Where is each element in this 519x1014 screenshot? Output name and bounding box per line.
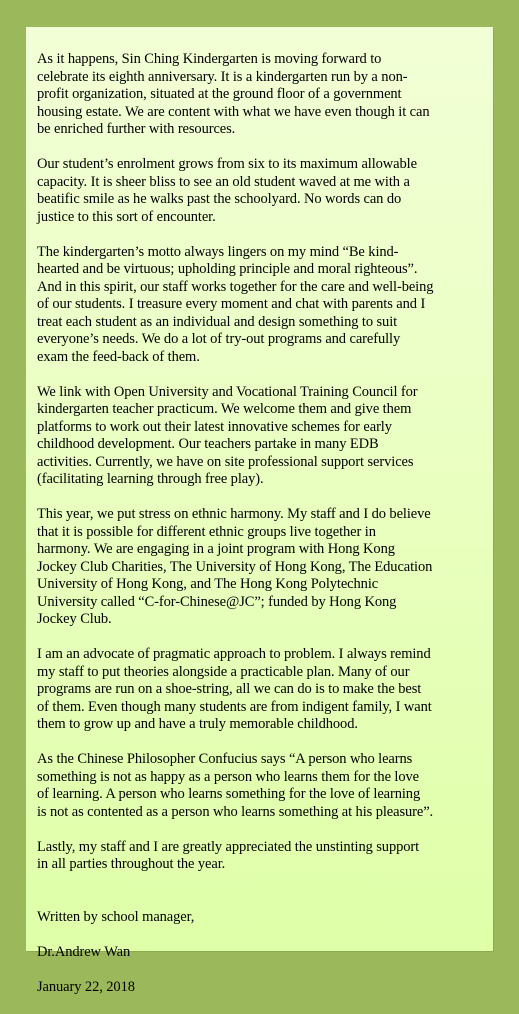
paragraph-anniversary: As it happens, Sin Ching Kindergarten is moving forward to celebrate its eighth anniversary. It is a kindergarten run by a non- profit organization, situated at the ground floor of a government housing estate. We are content with what we have even though it can be enriched further with resources. [37,51,430,137]
paragraph-pragmatic-approach: I am an advocate of pragmatic approach to problem. I always remind my staff to put theories alongside a practicable plan. Many of our programs are run on a shoe-string, all we can do is to make the best of them. Even though many students are from indigent family, I want them to grow up and have a truly memorable childhood. [37,646,432,732]
signature-name: Dr.Andrew Wan [37,943,131,960]
paragraph-motto: The kindergarten’s motto always lingers on my mind “Be kind- hearted and be virtuous; upholding principle and moral righteous”. And in this spirit, our staff works together for the care and well-being of our students. I treasure every moment and chat with parents and I treat each student as an individual and design something to suit everyone’s needs. We do a lot of try-out programs and carefully exam the feed-back of them. [37,243,434,365]
paragraph-enrolment: Our student’s enrolment grows from six to its maximum allowable capacity. It is sheer bliss to see an old student waved at me with a beatific smile as he walks past the schoolyard. No words can do justice to this sort of encounter. [37,156,417,225]
paragraph-appreciation: Lastly, my staff and I are greatly appreciated the unstinting support in all parties throughout the year. [37,838,420,872]
signature-intro: Written by school manager, [37,908,195,925]
signature-block [37,891,489,1014]
letter-body [37,51,489,1014]
paragraph-confucius-quote: As the Chinese Philosopher Confucius says “A person who learns something is not as happy as a person who learns them for the love of learning. A person who learns something for the love of learning is not as contented as a person who learns something at his pleasure”. [37,751,434,820]
signature-date: January 22, 2018 [37,978,135,995]
letter-panel [26,27,493,995]
paragraph-ethnic-harmony: This year, we put stress on ethnic harmony. My staff and I do believe that it is possible for different ethnic groups live together in harmony. We are engaging in a joint program with Hong Kong Jockey Club Charities, The University of Hong Kong, The Education University of Hong Kong, and The Hong Kong Polytechnic University called “C-for-Chinese@JC”; funded by Hong Kong Jockey Club. [37,506,433,627]
paragraph-partnerships: We link with Open University and Vocational Training Council for kindergarten teacher practicum. We welcome them and give them platforms to work out their latest innovative schemes for early childhood development. Our teachers partake in many EDB activities. Currently, we have on site professional support services (facilitating learning through free play). [37,383,418,487]
